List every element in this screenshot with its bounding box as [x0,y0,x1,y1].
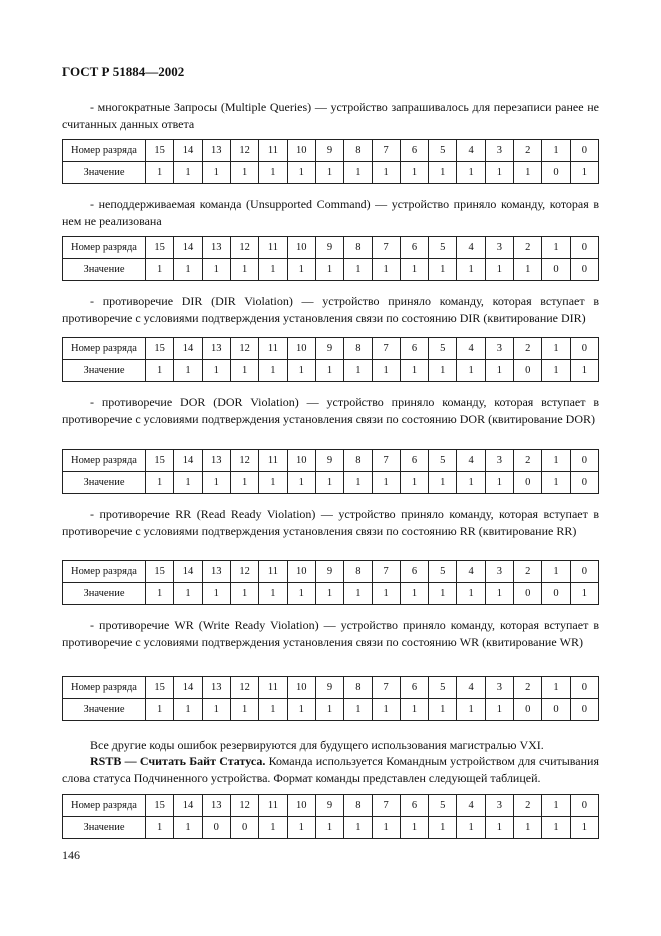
bit-number-cell: 0 [570,450,598,472]
row-label-value: Значение [63,162,146,184]
bit-number-cell: 10 [287,450,315,472]
bit-number-cell: 9 [315,237,343,259]
bit-value-cell: 1 [146,259,174,281]
bit-number-cell: 6 [400,795,428,817]
bit-number-cell: 10 [287,140,315,162]
bit-value-cell: 1 [457,259,485,281]
bit-number-cell: 8 [344,338,372,360]
bit-number-cell: 4 [457,677,485,699]
bit-number-cell: 5 [429,795,457,817]
bit-number-cell: 0 [570,677,598,699]
bit-value-cell: 1 [429,360,457,382]
bit-value-cell: 1 [259,360,287,382]
bit-value-cell: 1 [485,472,513,494]
bit-number-cell: 10 [287,338,315,360]
bit-number-cell: 11 [259,140,287,162]
section-text: - неподдерживаемая команда (Unsupported Command) — устройство приняло команду, которая в нем не реализована [62,197,599,228]
bit-number-cell: 12 [230,795,258,817]
bit-number-cell: 10 [287,677,315,699]
bit-value-cell: 1 [514,259,542,281]
bit-number-cell: 8 [344,795,372,817]
value-row [63,817,599,839]
reserved-text: Все другие коды ошибок резервируются для будущего использования магистралью VXI. [90,738,544,752]
bit-value-cell: 1 [400,472,428,494]
bit-value-cell: 1 [287,817,315,839]
page-number: 146 [62,848,80,862]
bit-number-cell: 8 [344,677,372,699]
row-label-value: Значение [63,472,146,494]
bit-number-cell: 3 [485,561,513,583]
bit-value-cell: 0 [570,259,598,281]
bit-table [62,449,599,494]
bit-value-cell: 1 [146,472,174,494]
bit-value-cell: 1 [230,360,258,382]
bit-number-cell: 15 [146,561,174,583]
bit-number-cell: 13 [202,450,230,472]
bit-value-cell: 1 [287,162,315,184]
bit-number-cell: 9 [315,795,343,817]
bit-number-cell: 13 [202,677,230,699]
bit-number-cell: 9 [315,450,343,472]
row-label-value: Значение [63,259,146,281]
value-row [63,583,599,605]
bit-number-cell: 14 [174,561,202,583]
bit-number-cell: 6 [400,677,428,699]
row-label-bit: Номер разряда [63,450,146,472]
bit-number-cell: 11 [259,338,287,360]
bit-number-cell: 9 [315,677,343,699]
bit-value-cell: 1 [315,259,343,281]
bit-number-cell: 4 [457,561,485,583]
bit-value-cell: 1 [485,259,513,281]
bit-value-cell: 1 [287,360,315,382]
bit-number-cell: 15 [146,237,174,259]
bit-value-cell: 1 [400,817,428,839]
bit-value-cell: 1 [259,817,287,839]
bit-value-cell: 0 [542,259,570,281]
bit-value-cell: 0 [570,472,598,494]
row-label-value: Значение [63,699,146,721]
bit-number-cell: 5 [429,450,457,472]
bit-number-cell: 10 [287,237,315,259]
bit-value-cell: 1 [542,817,570,839]
bit-value-cell: 1 [570,162,598,184]
value-row [63,162,599,184]
bit-value-cell: 1 [344,472,372,494]
section-text: - многократные Запросы (Multiple Queries) — устройство запрашивалось для перезаписи ранее не считанных данных ответа [62,100,599,131]
bit-value-cell: 1 [372,583,400,605]
bit-value-cell: 0 [514,699,542,721]
bit-value-cell: 1 [514,162,542,184]
bit-number-cell: 2 [514,795,542,817]
section-text: - противоречие WR (Write Ready Violation) — устройство приняло команду, которая вступает в противоречие с условиями подтверждения установления связи по состоянию WR (квитирование WR) [62,618,599,649]
bit-number-cell: 7 [372,338,400,360]
section-text: - противоречие RR (Read Ready Violation) — устройство приняло команду, которая вступает в противоречие с условиями подтверждения установления связи по состоянию RR (квитирование RR) [62,507,599,538]
rstb-title: RSTB — Считать Байт Статуса. [90,754,266,768]
rstb-paragraph [62,753,599,786]
bit-value-cell: 1 [429,583,457,605]
bit-value-cell: 1 [372,162,400,184]
bit-value-cell: 1 [429,472,457,494]
bit-number-cell: 2 [514,450,542,472]
bit-value-cell: 1 [457,583,485,605]
bit-value-cell: 1 [230,583,258,605]
row-label-bit: Номер разряда [63,338,146,360]
row-label-bit: Номер разряда [63,561,146,583]
bit-number-row [63,450,599,472]
bit-value-cell: 1 [202,472,230,494]
bit-number-cell: 14 [174,450,202,472]
row-label-value: Значение [63,360,146,382]
bit-value-cell: 1 [485,360,513,382]
bit-value-cell: 1 [485,583,513,605]
bit-number-cell: 6 [400,237,428,259]
bit-number-cell: 15 [146,450,174,472]
bit-value-cell: 1 [344,817,372,839]
bit-number-cell: 7 [372,561,400,583]
bit-value-cell: 1 [259,259,287,281]
bit-value-cell: 1 [146,583,174,605]
bit-number-cell: 12 [230,677,258,699]
bit-number-cell: 2 [514,338,542,360]
bit-number-cell: 4 [457,795,485,817]
bit-number-cell: 8 [344,140,372,162]
bit-number-cell: 8 [344,450,372,472]
bit-value-cell: 1 [485,162,513,184]
bit-number-cell: 1 [542,338,570,360]
section-text: - противоречие DOR (DOR Violation) — устройство приняло команду, которая вступает в противоречие с условиями подтверждения установления связи по состоянию DOR (квитирование DOR) [62,395,599,426]
bit-number-cell: 6 [400,561,428,583]
bit-value-cell: 0 [514,360,542,382]
bit-number-cell: 2 [514,140,542,162]
bit-value-cell: 1 [372,817,400,839]
bit-number-cell: 0 [570,140,598,162]
bit-value-cell: 1 [570,583,598,605]
bit-number-cell: 12 [230,338,258,360]
bit-value-cell: 1 [202,583,230,605]
row-label-bit: Номер разряда [63,237,146,259]
bit-number-cell: 6 [400,338,428,360]
bit-value-cell: 1 [429,699,457,721]
bit-number-cell: 15 [146,338,174,360]
bit-value-cell: 1 [230,472,258,494]
bit-value-cell: 1 [429,162,457,184]
bit-number-cell: 13 [202,561,230,583]
bit-number-cell: 15 [146,140,174,162]
bit-value-cell: 0 [514,472,542,494]
bit-number-cell: 1 [542,795,570,817]
bit-number-cell: 12 [230,561,258,583]
row-label-bit: Номер разряда [63,140,146,162]
bit-value-cell: 1 [570,360,598,382]
bit-number-cell: 7 [372,450,400,472]
bit-number-row [63,140,599,162]
bit-number-cell: 3 [485,338,513,360]
bit-number-cell: 13 [202,237,230,259]
bit-value-cell: 1 [202,360,230,382]
bit-number-cell: 13 [202,795,230,817]
bit-number-cell: 3 [485,450,513,472]
bit-number-cell: 0 [570,338,598,360]
bit-value-cell: 1 [287,259,315,281]
bit-value-cell: 1 [344,583,372,605]
bit-value-cell: 1 [400,699,428,721]
bit-value-cell: 1 [230,699,258,721]
bit-number-row [63,677,599,699]
bit-number-cell: 3 [485,237,513,259]
bit-number-cell: 14 [174,237,202,259]
bit-number-cell: 1 [542,450,570,472]
bit-value-cell: 1 [400,360,428,382]
bit-number-cell: 5 [429,677,457,699]
bit-value-cell: 1 [174,817,202,839]
bit-value-cell: 1 [146,699,174,721]
value-row [63,259,599,281]
bit-table [62,794,599,839]
bit-number-row [63,338,599,360]
bit-number-row [63,561,599,583]
bit-number-cell: 13 [202,140,230,162]
bit-table [62,560,599,605]
bit-value-cell: 1 [457,162,485,184]
bit-number-cell: 2 [514,237,542,259]
bit-number-cell: 1 [542,677,570,699]
bit-number-cell: 14 [174,677,202,699]
value-row [63,472,599,494]
bit-value-cell: 1 [287,699,315,721]
value-row [63,699,599,721]
bit-number-cell: 5 [429,237,457,259]
bit-value-cell: 1 [372,699,400,721]
bit-value-cell: 0 [542,699,570,721]
bit-value-cell: 1 [174,699,202,721]
bit-value-cell: 1 [174,259,202,281]
bit-value-cell: 1 [315,699,343,721]
bit-number-cell: 8 [344,561,372,583]
bit-value-cell: 1 [202,699,230,721]
bit-number-cell: 14 [174,140,202,162]
bit-number-cell: 13 [202,338,230,360]
bit-value-cell: 1 [542,472,570,494]
bit-value-cell: 1 [457,360,485,382]
bit-value-cell: 1 [372,259,400,281]
bit-value-cell: 1 [174,583,202,605]
bit-value-cell: 1 [287,583,315,605]
bit-number-cell: 0 [570,561,598,583]
bit-number-cell: 6 [400,450,428,472]
bit-number-cell: 4 [457,338,485,360]
bit-number-cell: 2 [514,677,542,699]
bit-value-cell: 1 [146,817,174,839]
bit-table [62,676,599,721]
bit-value-cell: 0 [542,162,570,184]
bit-number-cell: 0 [570,795,598,817]
bit-value-cell: 1 [315,360,343,382]
bit-value-cell: 1 [344,162,372,184]
bit-number-cell: 4 [457,140,485,162]
bit-number-cell: 5 [429,561,457,583]
bit-value-cell: 0 [542,583,570,605]
bit-value-cell: 1 [315,583,343,605]
bit-number-cell: 0 [570,237,598,259]
bit-value-cell: 1 [174,472,202,494]
bit-number-cell: 14 [174,795,202,817]
bit-value-cell: 1 [344,259,372,281]
bit-number-cell: 1 [542,561,570,583]
bit-number-cell: 12 [230,237,258,259]
bit-value-cell: 1 [315,472,343,494]
bit-table [62,139,599,184]
bit-number-cell: 4 [457,237,485,259]
bit-value-cell: 1 [400,583,428,605]
bit-number-row [63,795,599,817]
bit-number-cell: 7 [372,677,400,699]
bit-number-cell: 1 [542,140,570,162]
bit-number-cell: 10 [287,795,315,817]
bit-value-cell: 1 [514,817,542,839]
bit-value-cell: 0 [570,699,598,721]
bit-number-cell: 9 [315,561,343,583]
bit-value-cell: 1 [344,360,372,382]
bit-number-cell: 4 [457,450,485,472]
bit-number-cell: 3 [485,140,513,162]
bit-value-cell: 1 [315,817,343,839]
value-row [63,360,599,382]
bit-value-cell: 1 [344,699,372,721]
bit-number-cell: 7 [372,140,400,162]
row-label-bit: Номер разряда [63,795,146,817]
bit-value-cell: 1 [372,472,400,494]
bit-number-cell: 5 [429,338,457,360]
bit-value-cell: 1 [485,817,513,839]
bit-number-cell: 12 [230,140,258,162]
section-text: - противоречие DIR (DIR Violation) — устройство приняло команду, которая вступает в противоречие с условиями подтверждения установления связи по состоянию DIR (квитирование DIR) [62,294,599,325]
bit-value-cell: 1 [202,162,230,184]
bit-value-cell: 1 [146,162,174,184]
bit-table [62,236,599,281]
bit-value-cell: 1 [457,472,485,494]
bit-table [62,337,599,382]
bit-number-cell: 15 [146,795,174,817]
bit-number-cell: 2 [514,561,542,583]
bit-value-cell: 1 [400,259,428,281]
bit-value-cell: 1 [287,472,315,494]
bit-value-cell: 0 [202,817,230,839]
bit-number-cell: 5 [429,140,457,162]
row-label-bit: Номер разряда [63,677,146,699]
bit-number-cell: 11 [259,450,287,472]
bit-value-cell: 0 [230,817,258,839]
bit-value-cell: 1 [429,817,457,839]
bit-number-cell: 11 [259,561,287,583]
bit-value-cell: 1 [259,583,287,605]
bit-value-cell: 1 [542,360,570,382]
document-header: ГОСТ Р 51884—2002 [62,64,185,79]
bit-value-cell: 1 [259,699,287,721]
bit-value-cell: 1 [174,360,202,382]
bit-number-cell: 11 [259,795,287,817]
bit-value-cell: 0 [514,583,542,605]
bit-value-cell: 1 [230,259,258,281]
bit-number-cell: 11 [259,237,287,259]
bit-number-cell: 1 [542,237,570,259]
bit-value-cell: 1 [174,162,202,184]
bit-number-cell: 11 [259,677,287,699]
bit-number-cell: 12 [230,450,258,472]
bit-value-cell: 1 [457,817,485,839]
bit-number-cell: 9 [315,338,343,360]
bit-number-cell: 6 [400,140,428,162]
bit-value-cell: 1 [485,699,513,721]
bit-value-cell: 1 [457,699,485,721]
bit-number-cell: 14 [174,338,202,360]
bit-value-cell: 1 [230,162,258,184]
bit-number-cell: 9 [315,140,343,162]
bit-number-cell: 7 [372,237,400,259]
bit-number-cell: 3 [485,795,513,817]
bit-number-cell: 10 [287,561,315,583]
bit-number-row [63,237,599,259]
bit-value-cell: 1 [372,360,400,382]
bit-value-cell: 1 [400,162,428,184]
bit-number-cell: 15 [146,677,174,699]
rstb-text: Команда используется Командным устройством для считывания слова статуса Подчиненного устройства. Формат команды представлен следующей таблицей. [62,754,599,785]
bit-value-cell: 1 [570,817,598,839]
bit-number-cell: 7 [372,795,400,817]
bit-number-cell: 8 [344,237,372,259]
bit-value-cell: 1 [259,162,287,184]
bit-value-cell: 1 [259,472,287,494]
row-label-value: Значение [63,583,146,605]
bit-value-cell: 1 [429,259,457,281]
bit-value-cell: 1 [315,162,343,184]
bit-value-cell: 1 [202,259,230,281]
row-label-value: Значение [63,817,146,839]
bit-value-cell: 1 [146,360,174,382]
bit-number-cell: 3 [485,677,513,699]
